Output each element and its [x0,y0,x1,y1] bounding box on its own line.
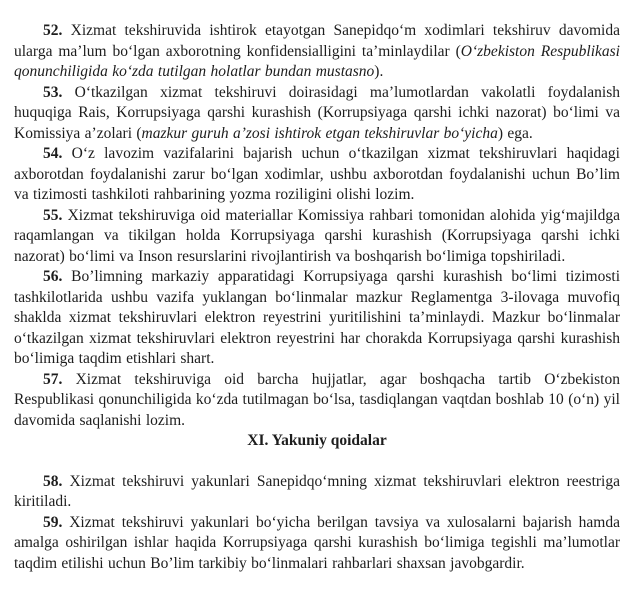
italic-text-run: mazkur guruh a’zosi ishtirok etgan tekshiruvlar boʻyicha [141,124,498,142]
paragraph-52 [14,21,620,83]
text-run: Xizmat tekshiruvi yakunlari Sanepidqoʻmning xizmat tekshiruvlari elektron reestriga kiritiladi. [14,472,620,510]
paragraph-number: 59. [43,513,63,531]
text-run: ). [374,63,384,80]
paragraph-number: 57. [43,370,63,388]
text-run: ) ega. [497,124,533,142]
paragraph-54 [14,144,620,206]
paragraph-number: 52. [43,22,63,39]
text-run: Xizmat tekshiruviga oid barcha hujjatlar, agar boshqacha tartib Oʻzbekiston Respublikasi qonunchiligida koʻzda tutilmagan boʻlsa, tasdiqlangan vaqtdan boshlab 10 (oʻn) yil davomida saqlanishi lozim. [14,370,620,429]
paragraph-55 [14,206,620,268]
text-run: Oʻz lavozim vazifalarini bajarish uchun oʻtkazilgan xizmat tekshiruvlari haqidagi axborotdan foydalanishi zarur boʻlgan xodimlar, ushbu axborotdan foydalanishi uchun Bo’lim va tizimosti tashkiloti rahbarining yozma roziligini olishi lozim. [14,145,620,203]
text-run: Xizmat tekshiruviga oid materiallar Komissiya rahbari tomonidan alohida yigʻmajildga raqamlangan va tikilgan holda Korrupsiyaga qarshi kurashish (Korrupsiyaga qarshi ichki nazorat) boʻlimi va Inson resurslarini rivojlantirish va boshqarish boʻlimiga topshiriladi. [14,206,620,265]
paragraph-53 [14,83,620,145]
paragraph-number: 55. [43,206,63,224]
text-run: Oʻtkazilgan xizmat tekshiruvi doirasidagi ma’lumotlardan vakolatli foydalanish huquqiga Rais, Korrupsiyaga qarshi kurashish (Korrupsiyaga qarshi ichki nazorat) boʻlimi va Komissiya a’zolari ( [14,83,620,142]
paragraph-57 [14,370,620,432]
paragraph-number: 53. [43,83,63,101]
italic-text-run: Oʻzbekiston Respublikasi qonunchiligida koʻzda tutilgan holatlar bundan mustasno [14,42,620,80]
paragraph-number: 58. [43,472,63,490]
paragraph-number: 54. [43,145,63,162]
section-heading: XI. Yakuniy qoidalar [247,432,387,449]
text-run: Xizmat tekshiruvi yakunlari boʻyicha berilgan tavsiya va xulosalarni bajarish hamda amalga oshirilgan ishlar haqida Korrupsiyaga qarshi kurashish boʻlimiga tegishli ma’lumotlar taqdim etilishi uchun Bo’lim tarkibiy boʻlinmalari rahbarlari shaxsan javobgardir. [14,513,620,572]
paragraph-56 [14,267,620,370]
text-run: Bo’limning markaziy apparatidagi Korrupsiyaga qarshi kurashish boʻlimi tizimosti tashkilotlarida ushbu vazifa yuklangan boʻlinmalar mazkur Reglamentga 3-ilovaga muvofiq shaklda xizmat tekshiruvlari elektron reyestrini yuritilishini ta’minlaydi. Mazkur boʻlinmalar oʻtkazilgan xizmat tekshiruvlari elektron reyestrini har chorakda Korrupsiyaga qarshi kurashish boʻlimiga taqdim etishlari shart. [14,268,620,367]
paragraph-59 [14,513,620,575]
paragraph-58 [14,472,620,513]
document-body [14,21,620,574]
paragraph-number: 56. [43,268,63,285]
text-run: Xizmat tekshiruvida ishtirok etayotgan Sanepidqoʻm xodimlari tekshiruv davomida ularga ma’lum boʻlgan axborotning konfidensialligini ta’minlaydilar ( [14,22,620,60]
